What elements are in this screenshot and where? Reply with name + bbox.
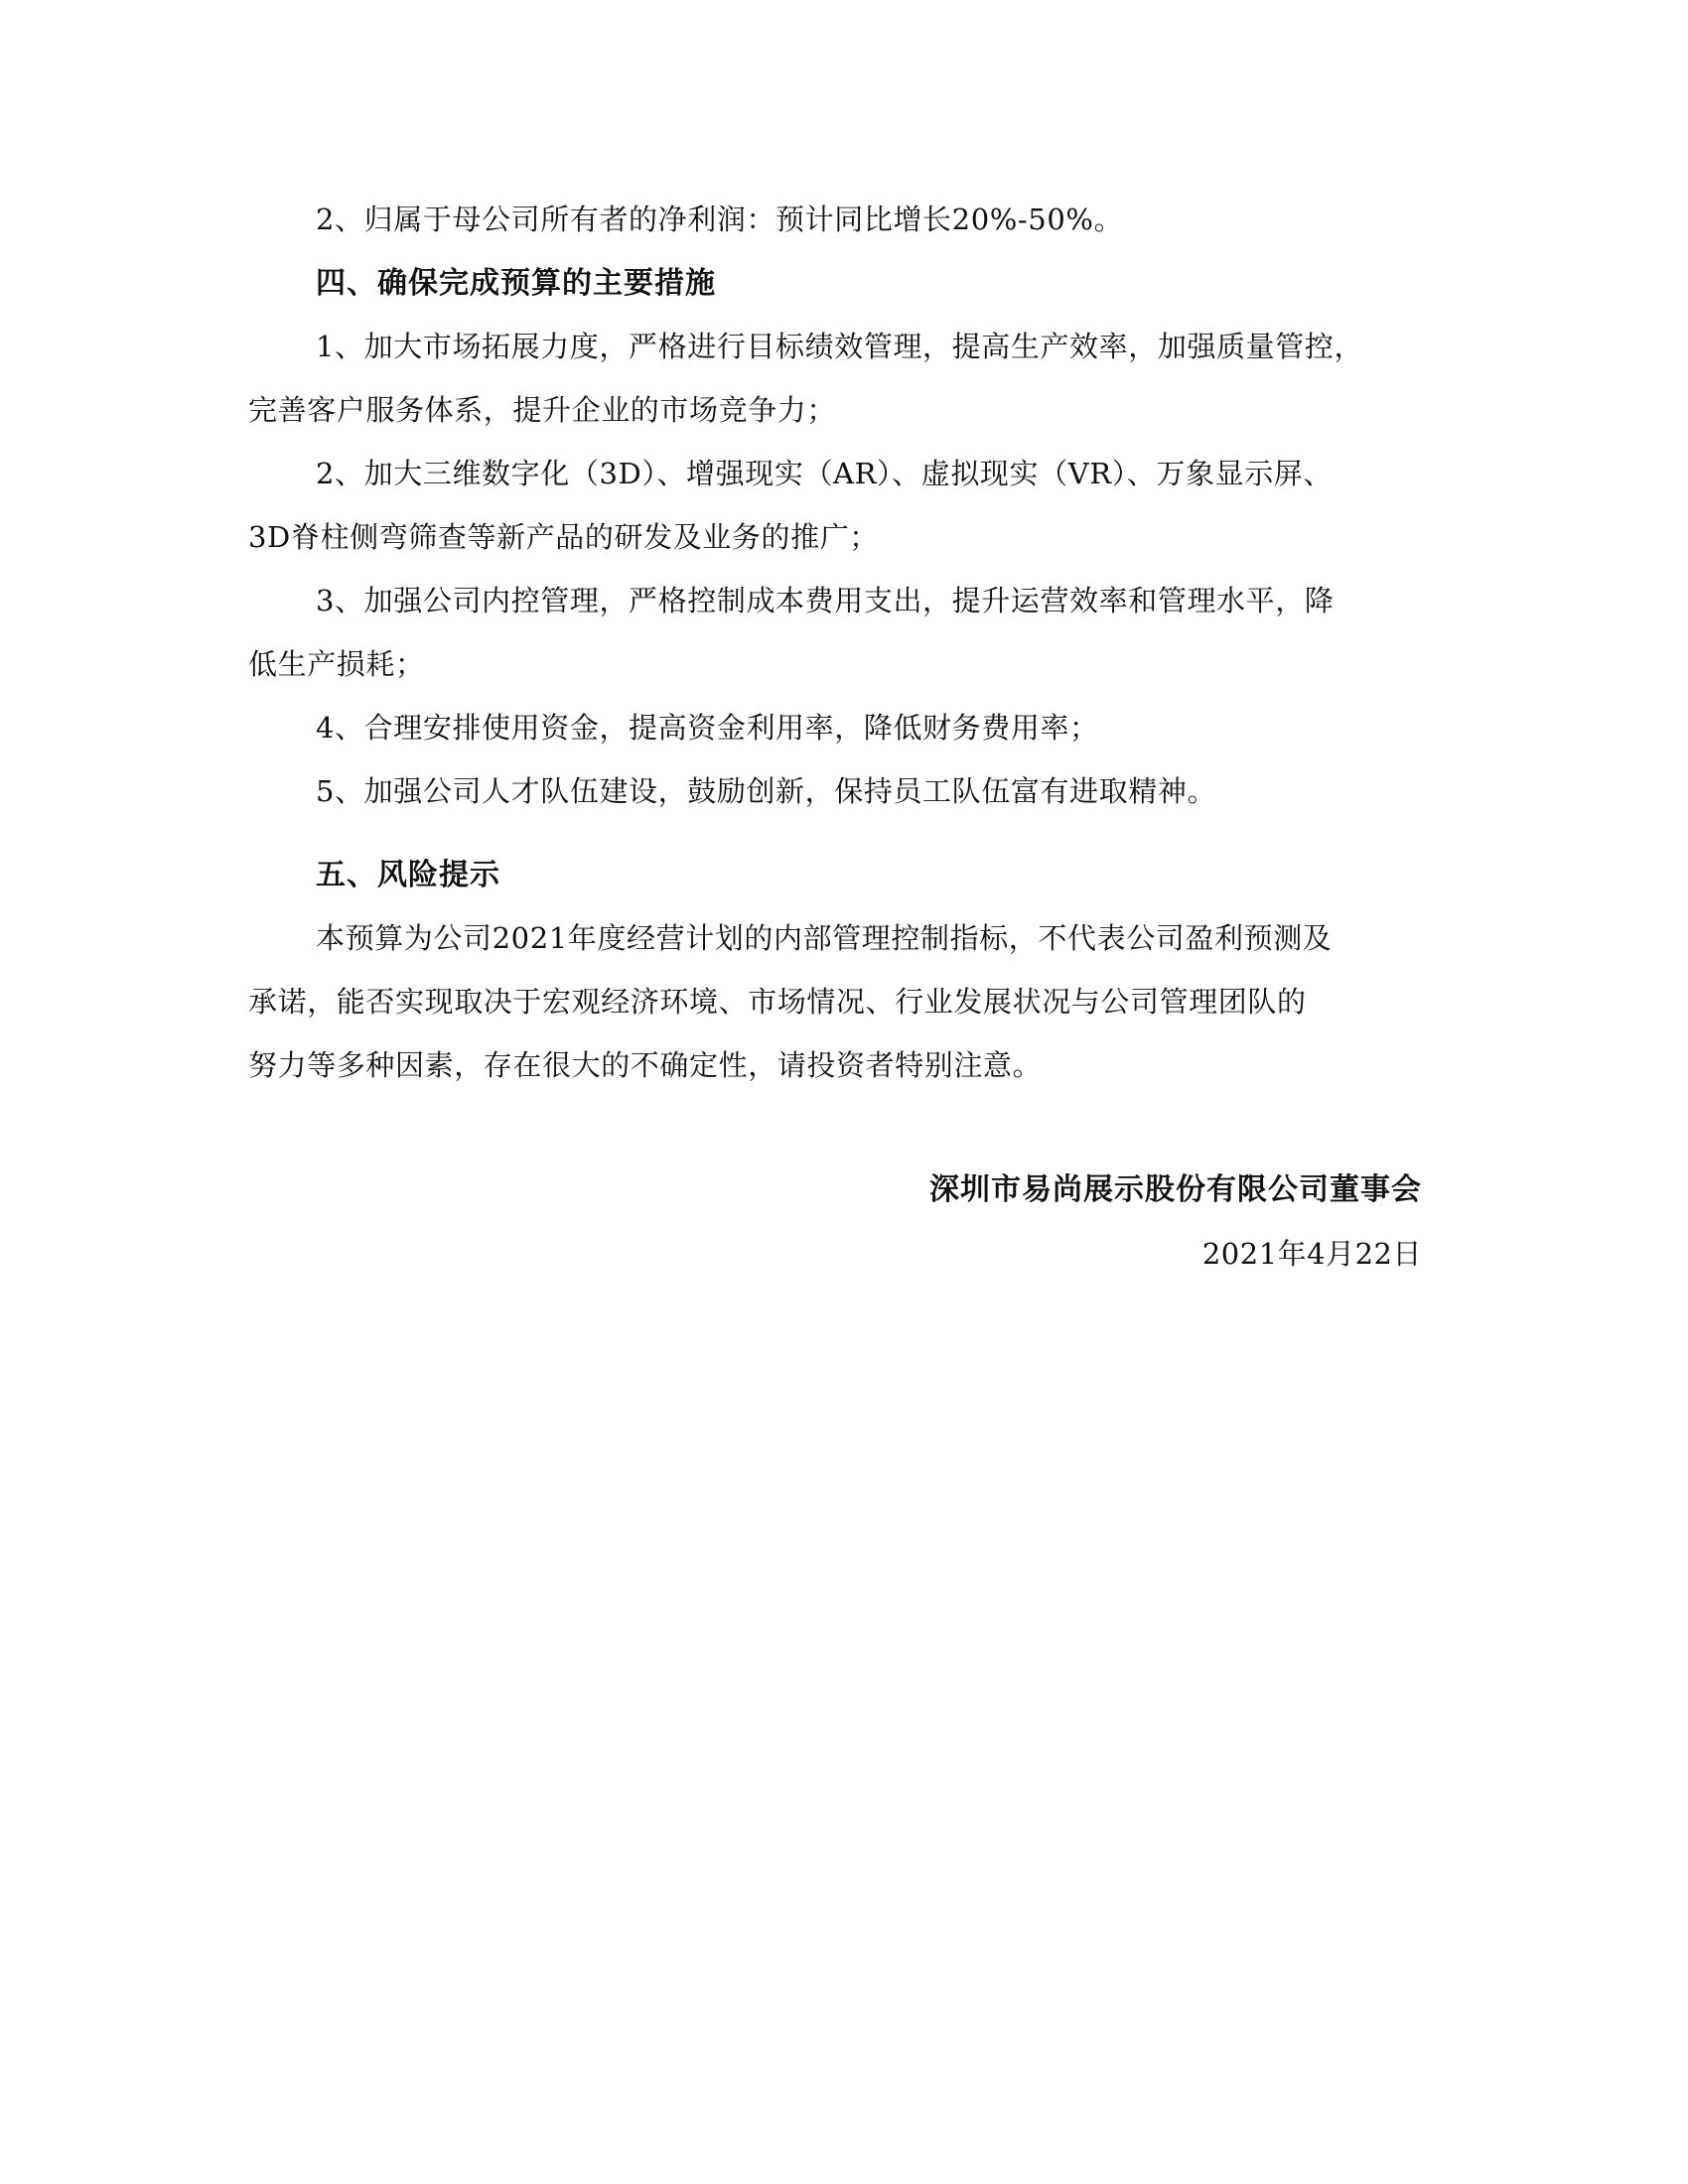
risk-body-line-3: 努力等多种因素，存在很大的不确定性，请投资者特别注意。: [248, 1048, 1043, 1082]
signature-date: 2021年4月22日: [1201, 1237, 1422, 1271]
signature-company: 深圳市易尚展示股份有限公司董事会: [929, 1172, 1422, 1207]
measure-2-line-1: 2、加大三维数字化（3D）、增强现实（AR）、虚拟现实（VR）、万象显示屏、: [316, 457, 1334, 490]
section-4-heading: 四、确保完成预算的主要措施: [316, 266, 716, 301]
measure-1-line-2: 完善客户服务体系，提升企业的市场竞争力；: [248, 393, 837, 427]
risk-body-line-1: 本预算为公司2021年度经营计划的内部管理控制指标，不代表公司盈利预测及: [316, 921, 1333, 955]
profit-forecast-item: 2、归属于母公司所有者的净利润：预计同比增长20%-50%。: [316, 203, 1124, 236]
measure-3-line-2: 低生产损耗；: [248, 647, 425, 681]
risk-body-line-2: 承诺，能否实现取决于宏观经济环境、市场情况、行业发展状况与公司管理团队的: [248, 985, 1307, 1019]
section-5-heading: 五、风险提示: [316, 858, 500, 892]
measure-1-line-1: 1、加大市场拓展力度，严格进行目标绩效管理，提高生产效率，加强质量管控，: [316, 330, 1364, 363]
measure-3-line-1: 3、加强公司内控管理，严格控制成本费用支出，提升运营效率和管理水平，降: [316, 584, 1335, 617]
measure-4: 4、合理安排使用资金，提高资金利用率，降低财务费用率；: [316, 711, 1099, 745]
measure-2-line-2: 3D脊柱侧弯筛查等新产品的研发及业务的推广；: [248, 520, 879, 554]
measure-5: 5、加强公司人才队伍建设，鼓励创新，保持员工队伍富有进取精神。: [316, 774, 1217, 808]
